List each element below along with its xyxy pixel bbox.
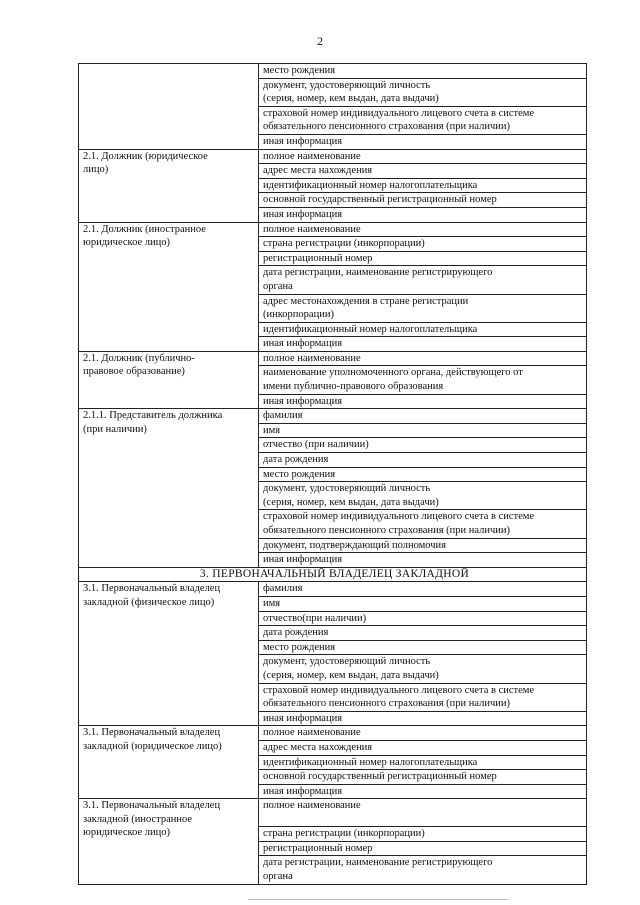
page-bottom-edge [248,899,508,900]
field-label: место рождения [259,467,587,482]
field-label: иная информация [259,207,587,222]
field-label: страна регистрации (инкорпорации) [259,237,587,252]
section-3-body [79,582,587,884]
field-label: документ, удостоверяющий личность (серия, номер, кем выдан, дата выдачи) [259,482,587,510]
field-label: дата регистрации, наименование регистрирующего органа [259,856,587,884]
field-label: отчество(при наличии) [259,611,587,626]
table-row [79,726,587,741]
field-label: иная информация [259,711,587,726]
entity-label: 2.1. Должник (публично- правовое образование) [79,351,259,408]
field-label: дата рождения [259,626,587,641]
field-label: иная информация [259,553,587,568]
field-label: иная информация [259,134,587,149]
field-label: страховой номер индивидуального лицевого счета в системе обязательного пенсионного страхования (при наличии) [259,510,587,538]
field-label: документ, удостоверяющий личность (серия, номер, кем выдан, дата выдачи) [259,78,587,106]
field-label: отчество (при наличии) [259,438,587,453]
entity-label: 2.1. Должник (иностранное юридическое лицо) [79,222,259,351]
field-label: основной государственный регистрационный номер [259,193,587,208]
field-label: иная информация [259,394,587,409]
field-label: полное наименование [259,726,587,741]
table-row [79,351,587,366]
field-label: идентификационный номер налогоплательщика [259,322,587,337]
field-label: идентификационный номер налогоплательщика [259,178,587,193]
field-label: фамилия [259,582,587,597]
field-label: регистрационный номер [259,251,587,266]
entity-label [79,64,259,150]
section-3-title: 3. ПЕРВОНАЧАЛЬНЫЙ ВЛАДЕЛЕЦ ЗАКЛАДНОЙ [79,567,587,582]
field-label: фамилия [259,409,587,424]
table-row [79,64,587,79]
field-label: страховой номер индивидуального лицевого счета в системе обязательного пенсионного страхования (при наличии) [259,106,587,134]
field-label: адрес местонахождения в стране регистрации (инкорпорации) [259,294,587,322]
field-label: идентификационный номер налогоплательщика [259,755,587,770]
field-label: документ, удостоверяющий личность (серия, номер, кем выдан, дата выдачи) [259,655,587,683]
table-row [79,582,587,597]
table-row [79,222,587,237]
field-label: страховой номер индивидуального лицевого счета в системе обязательного пенсионного страхования (при наличии) [259,683,587,711]
field-label: основной государственный регистрационный номер [259,770,587,785]
field-label: полное наименование [259,222,587,237]
field-label: страна регистрации (инкорпорации) [259,827,587,842]
field-label: место рождения [259,640,587,655]
table-row [79,799,587,827]
section-header-row [79,567,587,582]
field-label: полное наименование [259,149,587,164]
document-table [78,63,587,885]
field-label: полное наименование [259,799,587,827]
field-label: дата регистрации, наименование регистрирующего органа [259,266,587,294]
table-row [79,409,587,424]
table-row [79,149,587,164]
field-label: имя [259,596,587,611]
entity-label: 2.1.1. Представитель должника (при наличии) [79,409,259,568]
page-number: 2 [317,34,323,48]
field-label: документ, подтверждающий полномочия [259,538,587,553]
field-label: адрес места нахождения [259,164,587,179]
field-label: адрес места нахождения [259,740,587,755]
entity-label: 3.1. Первоначальный владелец закладной (иностранное юридическое лицо) [79,799,259,884]
field-label: иная информация [259,337,587,352]
section-2-body [79,64,587,568]
field-label: место рождения [259,64,587,79]
entity-label: 3.1. Первоначальный владелец закладной (юридическое лицо) [79,726,259,799]
section-3-header-body [79,567,587,582]
field-label: регистрационный номер [259,841,587,856]
field-label: дата рождения [259,453,587,468]
entity-label: 3.1. Первоначальный владелец закладной (физическое лицо) [79,582,259,726]
field-label: имя [259,423,587,438]
field-label: наименование уполномоченного органа, действующего от имени публично-правового образования [259,366,587,394]
entity-label: 2.1. Должник (юридическое лицо) [79,149,259,222]
field-label: полное наименование [259,351,587,366]
field-label: иная информация [259,784,587,799]
